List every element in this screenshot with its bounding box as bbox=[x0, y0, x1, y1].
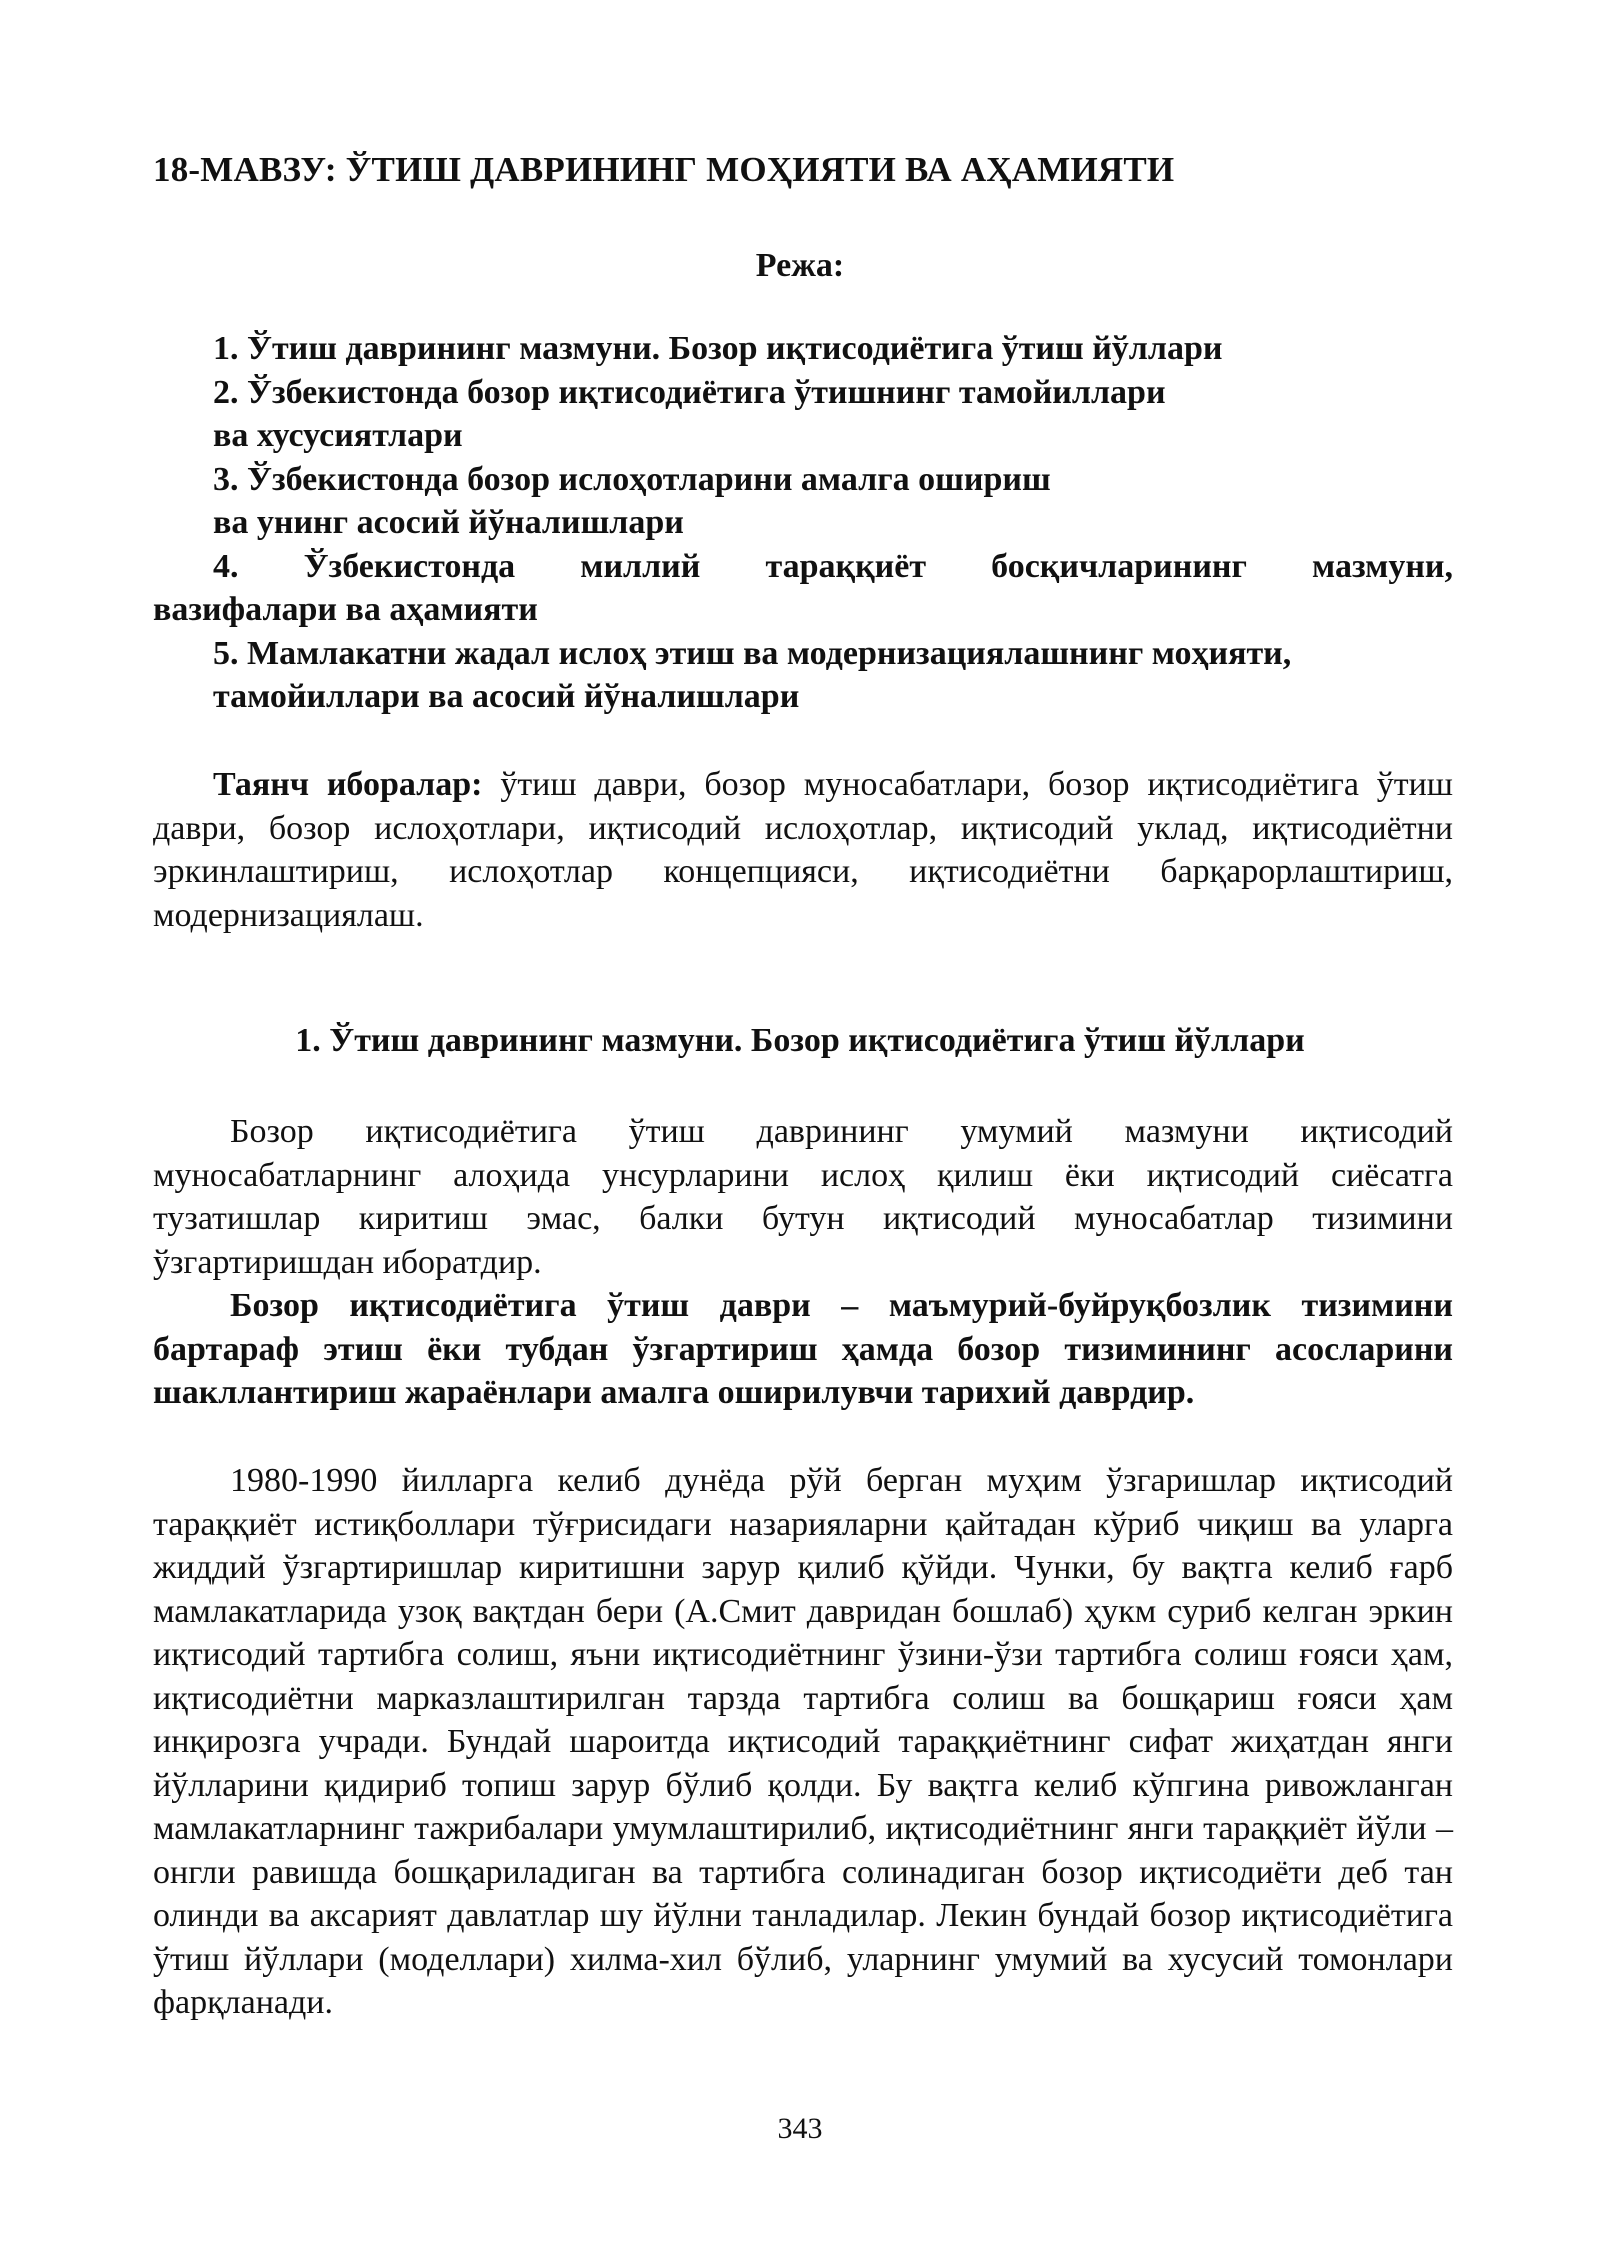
section-1-paragraph-2: 1980-1990 йилларга келиб дунёда рўй берган муҳим ўзгаришлар иқтисодий тараққиёт истиқболлари тўғрисидаги назарияларни қайтадан кўриб чиқиш ва уларга жиддий ўзгартиришлар киритишни зарур қилиб қўйди. Чунки, бу вақтга келиб ғарб мамлакатларида узоқ вақтдан бери (А.Смит давридан бошлаб) ҳукм суриб келган эркин иқтисодий тартибга солиш, яъни иқтисодиётнинг ўзини-ўзи тартибга солиш ғояси ҳам, иқтисодиётни марказлаштирилган тарзда тартибга солиш ва бошқариш ғояси ҳам инқирозга учради. Бундай шароитда иқтисодий тараққиётнинг сифат жиҳатдан янги йўлларини қидириб топиш зарур бўлиб қолди. Бу вақтга келиб кўпгина ривожланган мамлакатларнинг тажрибалари умумлаштирилиб, иқтисодиётнинг янги тараққиёт йўли – онгли равишда бошқариладиган ва тартибга солинадиган бозор иқтисодиёти деб тан олинди ва аксарият давлатлар шу йўлни танладилар. Лекин бундай бозор иқтисодиётига ўтиш йўллари (моделлари) хилма-хил бўлиб, уларнинг умумий ва хусусий томонлари фарқланади. bbox=[153, 1462, 1453, 2021]
page-number: 343 bbox=[777, 2112, 823, 2145]
plan-heading: Режа: bbox=[755, 247, 845, 284]
plan-item-2-line-2: ва хусусиятлари bbox=[213, 417, 463, 454]
plan-item-1-line-1: 1. Ўтиш даврининг мазмуни. Бозор иқтисодиётига ўтиш йўллари bbox=[213, 330, 1223, 367]
plan-item-5-line-1: 5. Мамлакатни жадал ислоҳ этиш ва модернизациялашнинг моҳияти, bbox=[213, 634, 1292, 672]
keywords-paragraph bbox=[153, 763, 1453, 937]
plan-item-4 bbox=[153, 545, 1453, 632]
section-1-paragraph-1: Бозор иқтисодиётига ўтиш даврининг умумий мазмуни иқтисодий муносабатларнинг алоҳида унсурларини ислоҳ қилиш ёки иқтисодий сиёсатга тузатишлар киритиш эмас, балки бутун иқтисодий муносабатлар тизимини ўзгартиришдан иборатдир. bbox=[153, 1113, 1453, 1281]
plan-item-3-line-1: 3. Ўзбекистонда бозор ислоҳотларини амалга ошириш bbox=[213, 460, 1051, 498]
keywords-text: ўтиш даври, бозор муносабатлари, бозор иқтисодиётига ўтиш даври, бозор ислоҳотлари, иқтисодий ислоҳотлар, иқтисодий уклад, иқтисодиётни эркинлаштириш, ислоҳотлар концепцияси, иқтисодиётни барқарорлаштириш, модернизациялаш. bbox=[153, 766, 1453, 934]
plan-item-3 bbox=[153, 458, 1453, 545]
plan-item-5 bbox=[153, 632, 1453, 719]
plan-item-2 bbox=[153, 371, 1453, 458]
plan-item-4-line-2: вазифалари ва аҳамияти bbox=[153, 591, 538, 628]
plan-item-1 bbox=[153, 327, 1453, 371]
plan-list bbox=[153, 327, 1453, 719]
plan-item-4-line-1: 4. Ўзбекистонда миллий тараққиёт босқичларининг мазмуни, bbox=[213, 547, 1453, 585]
definition-paragraph: Бозор иқтисодиётига ўтиш даври – маъмурий-буйруқбозлик тизимини бартараф этиш ёки тубдан ўзгартириш ҳамда бозор тизимининг асосларини шакллантириш жараёнлари амалга оширилувчи тарихий даврдир. bbox=[153, 1287, 1453, 1411]
plan-item-3-line-2: ва унинг асосий йўналишлари bbox=[213, 504, 684, 541]
keywords-label: Таянч иборалар: bbox=[213, 766, 483, 803]
plan-item-2-line-1: 2. Ўзбекистонда бозор иқтисодиётига ўтишнинг тамойиллари bbox=[213, 373, 1166, 411]
plan-item-5-line-2: тамойиллари ва асосий йўналишлари bbox=[213, 678, 800, 715]
section-1-heading: 1. Ўтиш даврининг мазмуни. Бозор иқтисодиётига ўтиш йўллари bbox=[295, 1022, 1305, 1059]
topic-title: 18-МАВЗУ: ЎТИШ ДАВРИНИНГ МОҲИЯТИ ВА АҲАМИЯТИ bbox=[153, 150, 1175, 189]
